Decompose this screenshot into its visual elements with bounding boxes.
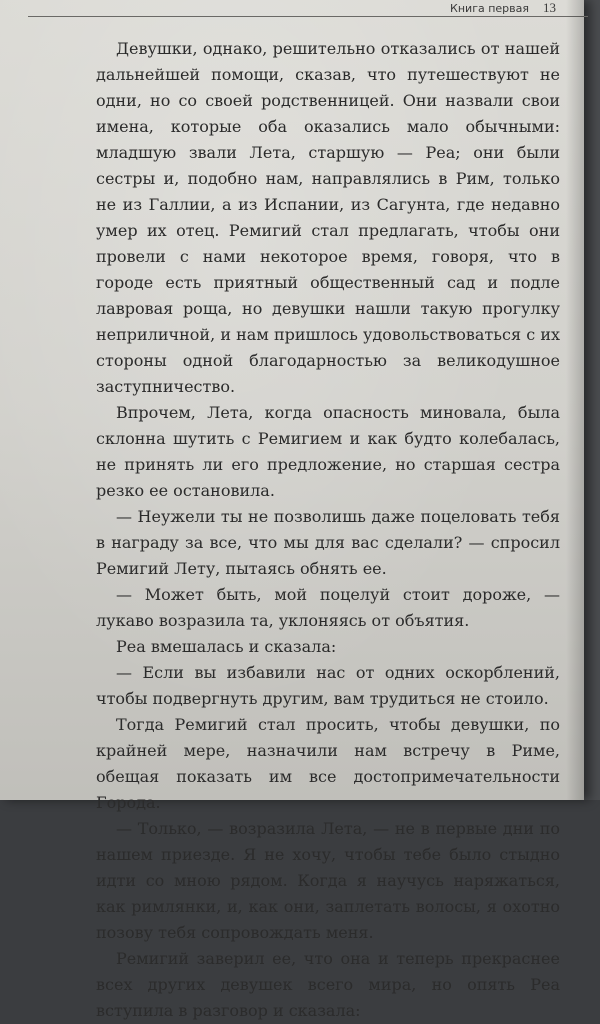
- page-number: 13: [543, 0, 556, 15]
- body-text: [96, 36, 560, 1024]
- paragraph-6: — Если вы избавили нас от одних оскорблений, чтобы подвергнуть другим, вам трудиться не стоило.: [96, 663, 560, 708]
- paragraph-1: Девушки, однако, решительно отказались от нашей дальнейшей помощи, сказав, что путешествуют не одни, но со своей родственницей. Они назвали свои имена, которые оба оказались мало обычными: младшую звали Лета, старшую — Реа; они были сестры и, подобно нам, направлялись в Рим, только не из Галлии, а из Испании, из Сагунта, где недавно умер их отец. Ремигий стал предлагать, чтобы они провели с нами некоторое время, говоря, что в городе есть приятный общественный сад и подле лавровая роща, но девушки нашли такую прогулку неприличной, и нам пришлось удовольствоваться с их стороны одной благодарностью за великодушное заступничество.: [96, 39, 560, 396]
- paragraph-3: — Неужели ты не позволишь даже поцеловать тебя в награду за все, что мы для вас сделали? — спросил Ремигий Лету, пытаясь обнять ее.: [96, 507, 560, 578]
- paragraph-8: — Только, — возразила Лета, — не в первые дни по нашем приезде. Я не хочу, чтобы тебе было стыдно идти со мною рядом. Когда я научусь наряжаться, как римлянки, и, как они, заплетать волосы, я охотно позову тебя сопровождать меня.: [96, 819, 560, 942]
- running-title: Книга первая: [450, 1, 529, 15]
- paragraph-7: Тогда Ремигий стал просить, чтобы девушки, по крайней мере, назначили нам встречу в Риме, обещая показать им все достопримечательности Города.: [96, 715, 560, 812]
- header-rule: [28, 16, 588, 17]
- paragraph-9: Ремигий заверил ее, что она и теперь прекраснее всех других девушек всего мира, но опять Реа вступила в разговор и сказала:: [96, 949, 560, 1020]
- running-head: [450, 0, 556, 16]
- paragraph-2: Впрочем, Лета, когда опасность миновала, была склонна шутить с Ремигием и как будто колебалась, не принять ли его предложение, но старшая сестра резко ее остановила.: [96, 403, 560, 500]
- paragraph-4: — Может быть, мой поцелуй стоит дороже, — лукаво возразила та, уклоняясь от объятия.: [96, 585, 560, 630]
- paragraph-5: Реа вмешалась и сказала:: [116, 637, 337, 656]
